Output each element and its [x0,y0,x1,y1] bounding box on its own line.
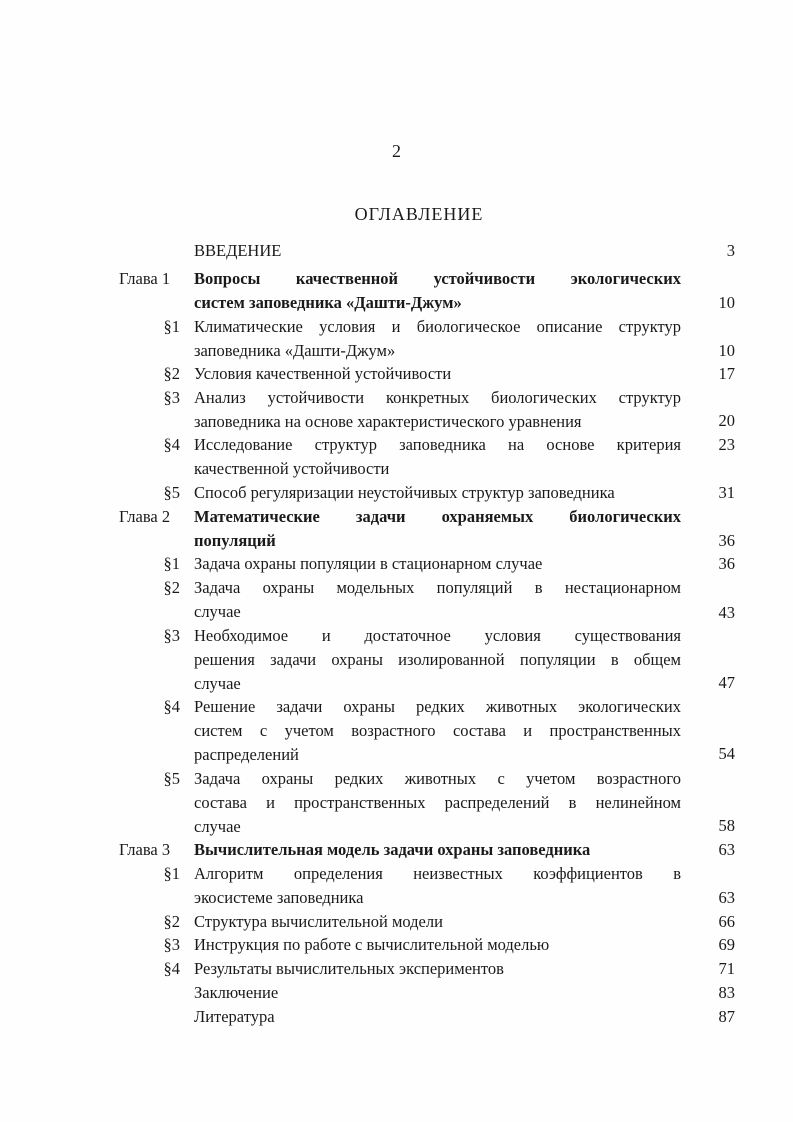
entry-title-line: экосистеме заповедника [194,887,364,907]
entry-title-line: Условия качественной устойчивости [194,364,452,383]
entry-title-line: Задача охраны популяции в стационарном случае [194,554,543,573]
entry-title-line: систем с учетом возрастного состава и пространственных [194,720,681,740]
entry-title-line: ВВЕДЕНИЕ [194,241,282,260]
entry-title-line: Литература [194,1007,275,1026]
entry-title-line: состава и пространственных распределений в нелинейном [194,792,681,812]
chapter-label: Глава 3 [119,840,171,859]
entry-page-number: 3 [726,241,735,260]
section-label: §4 [163,697,180,716]
entry-title-line: систем заповедника «Дашти-Джум» [194,292,462,312]
entry-title-line: Задача охраны модельных популяций в нестационарном [194,578,681,597]
entry-page-number: 87 [718,1007,735,1026]
entry-page-number: 47 [718,673,735,692]
entry-page-number: 66 [718,912,735,931]
section-label: §1 [163,864,180,883]
entry-title-line: Результаты вычислительных экспериментов [194,959,504,978]
entry-title-line: качественной устойчивости [194,458,390,478]
entry-title-line: случае [194,601,241,621]
entry-page-number: 31 [718,483,735,502]
section-label: §3 [163,935,180,954]
entry-title-line: Математические задачи охраняемых биологических [194,507,681,526]
entry-page-number: 36 [718,530,735,550]
entry-title-line: Структура вычислительной модели [194,912,443,931]
entry-title-line: Решение задачи охраны редких животных экологических [194,697,681,716]
entry-title-line: решения задачи охраны изолированной популяции в общем [194,649,681,669]
section-label: §5 [163,769,180,788]
entry-page-number: 58 [718,816,735,835]
section-label: §4 [163,959,180,978]
entry-title-line: случае [194,673,241,693]
section-label: §2 [163,578,180,597]
entry-page-number: 63 [718,887,735,907]
entry-page-number: 71 [718,959,735,978]
section-label: §1 [163,317,180,336]
entry-page-number: 20 [718,411,735,430]
entry-page-number: 17 [718,364,735,383]
toc-heading: ОГЛАВЛЕНИЕ [354,204,484,224]
entry-title-line: Вопросы качественной устойчивости экологических [194,269,681,288]
entry-title-line: Задача охраны редких животных с учетом возрастного [194,769,681,788]
entry-title-line: Заключение [194,983,279,1002]
entry-page-number: 63 [718,840,735,859]
chapter-label: Глава 2 [119,507,171,526]
entry-title-line: случае [194,816,241,836]
entry-page-number: 43 [718,603,735,622]
entry-title-line: Анализ устойчивости конкретных биологических структур [194,388,681,407]
section-label: §4 [163,435,180,454]
entry-page-number: 23 [718,435,735,454]
entry-page-number: 36 [718,554,735,573]
entry-page-number: 10 [718,292,735,312]
entry-title-line: Необходимое и достаточное условия существования [194,626,681,645]
entry-title-line: Алгоритм определения неизвестных коэффициентов в [194,864,681,883]
entry-title-line: популяций [194,530,276,550]
page-number: 2 [392,141,401,161]
entry-title-line: заповедника на основе характеристического уравнения [194,411,582,431]
section-label: §2 [163,364,180,383]
entry-title-line: Вычислительная модель задачи охраны заповедника [194,840,591,859]
entry-title-line: Климатические условия и биологическое описание структур [194,317,681,336]
entry-title-line: Способ регуляризации неустойчивых структур заповедника [194,483,615,502]
entry-page-number: 10 [718,340,735,360]
entry-title-line: Инструкция по работе с вычислительной моделью [194,935,550,954]
section-label: §1 [163,554,180,573]
section-label: §2 [163,912,180,931]
entry-title-line: заповедника «Дашти-Джум» [194,340,396,360]
entry-page-number: 69 [718,935,735,954]
entry-title-line: распределений [194,744,299,764]
section-label: §5 [163,483,180,502]
section-label: §3 [163,626,180,645]
entry-title-line: Исследование структур заповедника на основе критерия [194,435,681,454]
chapter-label: Глава 1 [119,269,171,288]
section-label: §3 [163,388,180,407]
entry-page-number: 54 [718,744,735,763]
entry-page-number: 83 [718,983,735,1002]
